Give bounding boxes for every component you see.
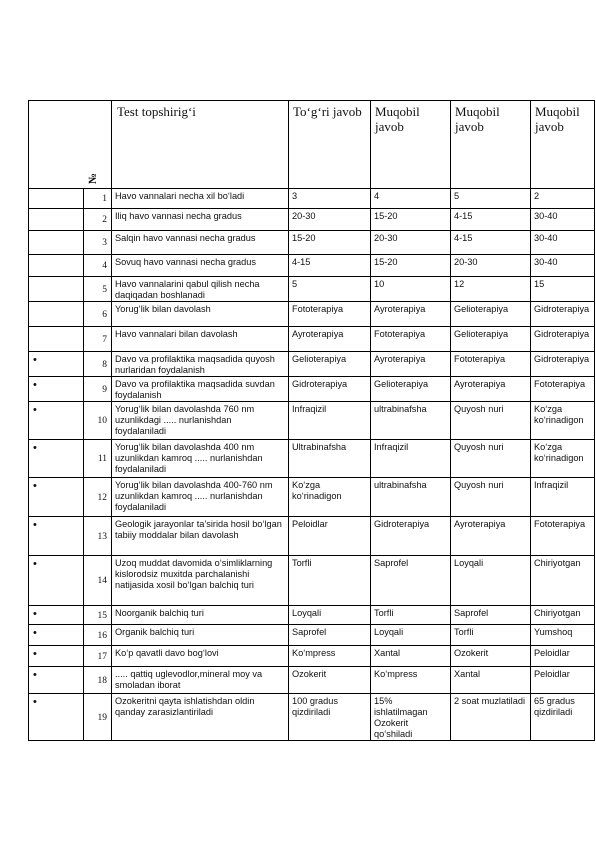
row-number: 19 <box>84 694 112 741</box>
table-row <box>29 209 595 231</box>
row-number: 6 <box>84 302 112 327</box>
row-number: 15 <box>84 606 112 625</box>
table-row <box>29 277 595 302</box>
header-correct-answer: To‘g‘ri javob <box>289 101 371 189</box>
question-text: Geologik jarayonlar ta’sirida hosil bo‘lgan tabiiy moddalar bilan davolash <box>112 517 289 556</box>
correct-answer: Gelioterapiya <box>289 352 371 377</box>
question-text: Salqin havo vannasi necha gradus <box>112 231 289 255</box>
row-bullet <box>29 478 84 517</box>
alternative-answer-1: 15-20 <box>371 255 451 277</box>
table-row <box>29 352 595 377</box>
alternative-answer-3: Chiriyotgan <box>531 556 595 606</box>
question-text: Yorug‘lik bilan davolashda 400 nm uzunlikdan kamroq ..... nurlanishdan foydalaniladi <box>112 440 289 478</box>
row-bullet <box>29 352 84 377</box>
alternative-answer-3: Ko‘zga ko‘rinadigon <box>531 402 595 440</box>
correct-answer: 15-20 <box>289 231 371 255</box>
alternative-answer-1: Xantal <box>371 646 451 667</box>
header-alternative-1: Muqobil javob <box>371 101 451 189</box>
row-bullet <box>29 402 84 440</box>
question-text: Ozokeritni qayta ishlatishdan oldin qanday zarasizlantiriladi <box>112 694 289 741</box>
header-task: Test topshirig‘i <box>112 101 289 189</box>
row-bullet <box>29 327 84 352</box>
table-row <box>29 606 595 625</box>
alternative-answer-1: Saprofel <box>371 556 451 606</box>
question-text: Yorug‘lik bilan davolash <box>112 302 289 327</box>
alternative-answer-1: ultrabinafsha <box>371 478 451 517</box>
table-row <box>29 402 595 440</box>
header-number: № <box>29 101 112 189</box>
row-bullet <box>29 440 84 478</box>
alternative-answer-2: Xantal <box>451 667 531 694</box>
alternative-answer-3: 30-40 <box>531 255 595 277</box>
alternative-answer-1: 15-20 <box>371 209 451 231</box>
alternative-answer-2: 2 soat muzlatiladi <box>451 694 531 741</box>
alternative-answer-3: Ko‘zga ko‘rinadigon <box>531 440 595 478</box>
row-number: 16 <box>84 625 112 646</box>
correct-answer: Ayroterapiya <box>289 327 371 352</box>
correct-answer: 3 <box>289 189 371 209</box>
question-text: ..... qattiq uglevodlor,mineral moy va smoladan iborat <box>112 667 289 694</box>
table-row <box>29 694 595 741</box>
alternative-answer-3: Peloidlar <box>531 667 595 694</box>
alternative-answer-1: 20-30 <box>371 231 451 255</box>
alternative-answer-3: Gidroterapiya <box>531 302 595 327</box>
bullet-mark: • <box>33 480 37 492</box>
bullet-mark: • <box>33 442 37 454</box>
row-number: 8 <box>84 352 112 377</box>
alternative-answer-1: Ayroterapiya <box>371 352 451 377</box>
table-row <box>29 667 595 694</box>
row-bullet <box>29 302 84 327</box>
table-row <box>29 377 595 402</box>
alternative-answer-2: 12 <box>451 277 531 302</box>
table-row <box>29 327 595 352</box>
alternative-answer-1: Infraqizil <box>371 440 451 478</box>
row-number: 17 <box>84 646 112 667</box>
bullet-mark: • <box>33 669 37 681</box>
question-text: Uzoq muddat davomida o‘simliklarning kislorodsiz muxitda parchalanishi natijasida xosil bo‘lgan balchiq turi <box>112 556 289 606</box>
bullet-mark: • <box>33 627 37 639</box>
correct-answer: Torfli <box>289 556 371 606</box>
alternative-answer-3: 30-40 <box>531 209 595 231</box>
alternative-answer-3: Yumshoq <box>531 625 595 646</box>
table-header-row <box>29 101 595 189</box>
question-text: Havo vannalari necha xil bo‘ladi <box>112 189 289 209</box>
alternative-answer-2: Quyosh nuri <box>451 402 531 440</box>
alternative-answer-3: Peloidlar <box>531 646 595 667</box>
bullet-mark: • <box>33 648 37 660</box>
correct-answer: Infraqizil <box>289 402 371 440</box>
question-text: Organik balchiq turi <box>112 625 289 646</box>
question-text: Noorganik balchiq turi <box>112 606 289 625</box>
bullet-mark: • <box>33 379 37 391</box>
row-number: 2 <box>84 209 112 231</box>
row-bullet <box>29 377 84 402</box>
alternative-answer-2: Gelioterapiya <box>451 327 531 352</box>
alternative-answer-3: 30-40 <box>531 231 595 255</box>
alternative-answer-2: 5 <box>451 189 531 209</box>
alternative-answer-3: 15 <box>531 277 595 302</box>
correct-answer: Ozokerit <box>289 667 371 694</box>
alternative-answer-3: Gidroterapiya <box>531 327 595 352</box>
correct-answer: Saprofel <box>289 625 371 646</box>
table-row <box>29 440 595 478</box>
correct-answer: Fototerapiya <box>289 302 371 327</box>
bullet-mark: • <box>33 608 37 620</box>
row-bullet <box>29 694 84 741</box>
alternative-answer-1: 15% ishlatilmagan Ozokerit qo‘shiladi <box>371 694 451 741</box>
table-row <box>29 478 595 517</box>
alternative-answer-2: Fototerapiya <box>451 352 531 377</box>
row-number: 11 <box>84 440 112 478</box>
row-bullet <box>29 667 84 694</box>
row-number: 3 <box>84 231 112 255</box>
correct-answer: Peloidlar <box>289 517 371 556</box>
alternative-answer-3: 65 gradus qizdiriladi <box>531 694 595 741</box>
alternative-answer-3: Gidroterapiya <box>531 352 595 377</box>
alternative-answer-2: Torfli <box>451 625 531 646</box>
table-row <box>29 517 595 556</box>
test-table <box>28 100 595 741</box>
bullet-mark: • <box>33 354 37 366</box>
row-number: 4 <box>84 255 112 277</box>
alternative-answer-2: Ayroterapiya <box>451 517 531 556</box>
row-bullet <box>29 625 84 646</box>
alternative-answer-1: ultrabinafsha <box>371 402 451 440</box>
alternative-answer-2: Ayroterapiya <box>451 377 531 402</box>
row-number: 12 <box>84 478 112 517</box>
header-alternative-3: Muqobil javob <box>531 101 595 189</box>
correct-answer: Ultrabinafsha <box>289 440 371 478</box>
correct-answer: Loyqali <box>289 606 371 625</box>
alternative-answer-1: Gidroterapiya <box>371 517 451 556</box>
row-bullet <box>29 189 84 209</box>
question-text: Havo vannalari bilan davolash <box>112 327 289 352</box>
bullet-mark: • <box>33 404 37 416</box>
row-bullet <box>29 231 84 255</box>
row-number: 9 <box>84 377 112 402</box>
row-bullet <box>29 606 84 625</box>
table-row <box>29 302 595 327</box>
table-row <box>29 556 595 606</box>
question-text: Davo va profilaktika maqsadida suvdan foydalanish <box>112 377 289 402</box>
alternative-answer-2: 4-15 <box>451 231 531 255</box>
row-bullet <box>29 277 84 302</box>
question-text: Sovuq havo vannasi necha gradus <box>112 255 289 277</box>
row-bullet <box>29 517 84 556</box>
alternative-answer-2: 20-30 <box>451 255 531 277</box>
correct-answer: 5 <box>289 277 371 302</box>
row-bullet <box>29 646 84 667</box>
table-row <box>29 646 595 667</box>
question-text: Ko‘p qavatli davo bog‘lovi <box>112 646 289 667</box>
correct-answer: 100 gradus qizdiriladi <box>289 694 371 741</box>
bullet-mark: • <box>33 696 37 708</box>
row-number: 7 <box>84 327 112 352</box>
correct-answer: Gidroterapiya <box>289 377 371 402</box>
row-bullet <box>29 556 84 606</box>
alternative-answer-3: 2 <box>531 189 595 209</box>
alternative-answer-2: 4-15 <box>451 209 531 231</box>
alternative-answer-3: Fototerapiya <box>531 517 595 556</box>
alternative-answer-1: 10 <box>371 277 451 302</box>
bullet-mark: • <box>33 519 37 531</box>
row-number: 14 <box>84 556 112 606</box>
row-bullet <box>29 209 84 231</box>
row-bullet <box>29 255 84 277</box>
question-text: Davo va profilaktika maqsadida quyosh nurlaridan foydalanish <box>112 352 289 377</box>
header-alternative-2: Muqobil javob <box>451 101 531 189</box>
alternative-answer-2: Saprofel <box>451 606 531 625</box>
alternative-answer-2: Quyosh nuri <box>451 440 531 478</box>
alternative-answer-2: Loyqali <box>451 556 531 606</box>
alternative-answer-3: Infraqizil <box>531 478 595 517</box>
row-number: 10 <box>84 402 112 440</box>
alternative-answer-2: Quyosh nuri <box>451 478 531 517</box>
alternative-answer-3: Chiriyotgan <box>531 606 595 625</box>
question-text: Yorug‘lik bilan davolashda 400-760 nm uzunlikdan kamroq ..... nurlanishdan foydalaniladi <box>112 478 289 517</box>
alternative-answer-1: Loyqali <box>371 625 451 646</box>
alternative-answer-3: Fototerapiya <box>531 377 595 402</box>
bullet-mark: • <box>33 558 37 570</box>
alternative-answer-1: 4 <box>371 189 451 209</box>
question-text: Havo vannalarini qabul qilish necha daqiqadan boshlanadi <box>112 277 289 302</box>
row-number: 13 <box>84 517 112 556</box>
question-text: Iliq havo vannasi necha gradus <box>112 209 289 231</box>
alternative-answer-2: Gelioterapiya <box>451 302 531 327</box>
row-number: 5 <box>84 277 112 302</box>
question-text: Yorug‘lik bilan davolashda 760 nm uzunlikdagi ..... nurlanishdan foydalaniladi <box>112 402 289 440</box>
test-table-container <box>28 100 595 741</box>
row-number: 1 <box>84 189 112 209</box>
correct-answer: 4-15 <box>289 255 371 277</box>
correct-answer: Ko‘zga ko‘rinadigon <box>289 478 371 517</box>
table-row <box>29 231 595 255</box>
alternative-answer-1: Gelioterapiya <box>371 377 451 402</box>
table-row <box>29 255 595 277</box>
alternative-answer-1: Torfli <box>371 606 451 625</box>
table-row <box>29 625 595 646</box>
alternative-answer-1: Ko‘mpress <box>371 667 451 694</box>
alternative-answer-1: Fototerapiya <box>371 327 451 352</box>
correct-answer: Ko‘mpress <box>289 646 371 667</box>
alternative-answer-2: Ozokerit <box>451 646 531 667</box>
row-number: 18 <box>84 667 112 694</box>
table-row <box>29 189 595 209</box>
correct-answer: 20-30 <box>289 209 371 231</box>
alternative-answer-1: Ayroterapiya <box>371 302 451 327</box>
